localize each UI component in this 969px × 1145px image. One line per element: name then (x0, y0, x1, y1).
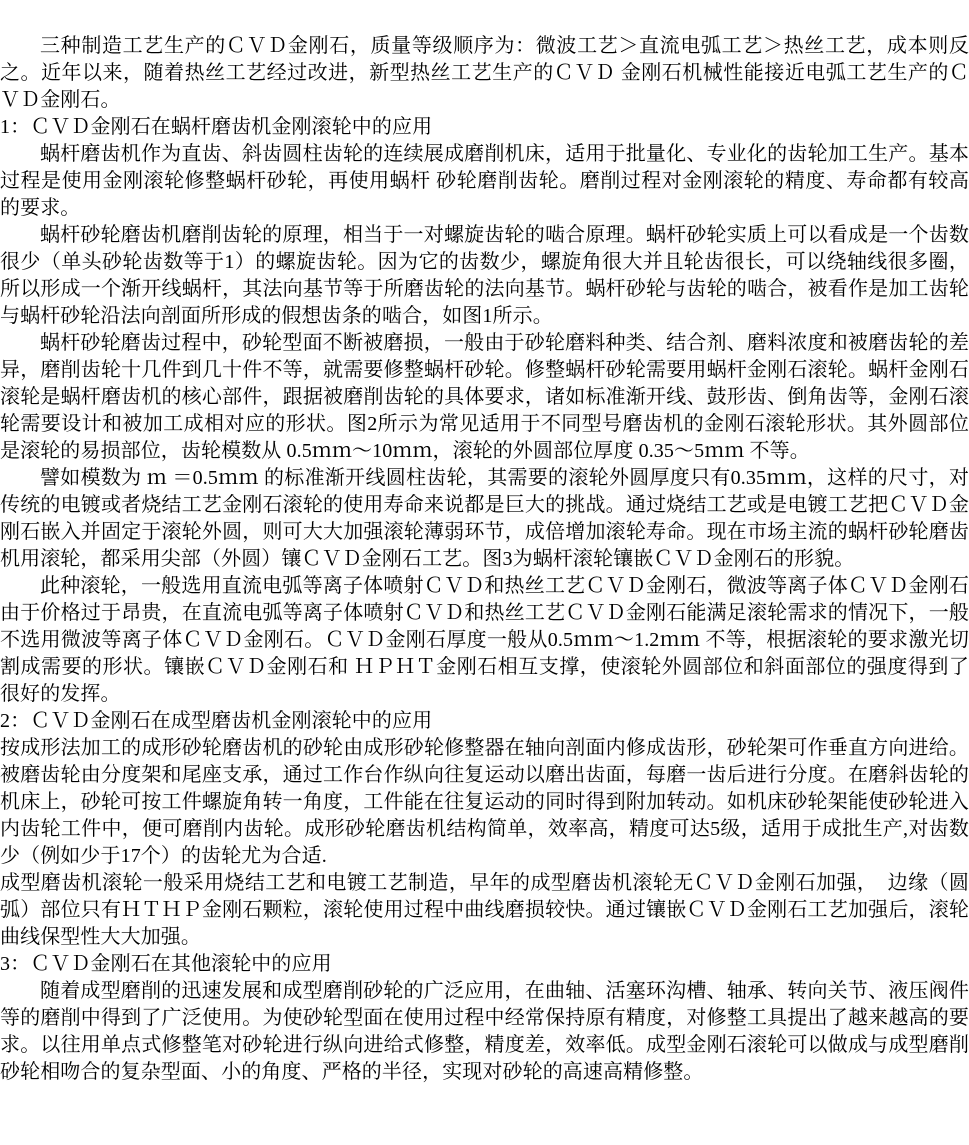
intro-paragraph: 三种制造工艺生产的ＣＶＤ金刚石，质量等级顺序为：微波工艺＞直流电弧工艺＞热丝工艺，成本则反之。近年以来，随着热丝工艺经过改进，新型热丝工艺生产的ＣＶＤ 金刚石机械性能接近电弧工艺生产的ＣＶＤ金刚石。 (0, 35, 969, 111)
section-1-paragraph-5: 此种滚轮，一般选用直流电弧等离子体喷射ＣＶＤ和热丝工艺ＣＶＤ金刚石，微波等离子体ＣＶＤ金刚石由于价格过于昂贵，在直流电弧等离子体喷射ＣＶＤ和热丝工艺ＣＶＤ金刚石能满足滚轮需求的情况下，一般不选用微波等离子体ＣＶＤ金刚石。ＣＶＤ金刚石厚度一般从0.5ｍｍ～1.2ｍｍ 不等，根据滚轮的要求激光切割成需要的形状。镶嵌ＣＶＤ金刚石和 ＨＰＨＴ金刚石相互支撑，使滚轮外圆部位和斜面部位的强度得到了很好的发挥。 (0, 575, 969, 705)
section-1-heading: 1：ＣＶＤ金刚石在蜗杆磨齿机金刚滚轮中的应用 (0, 116, 433, 138)
section-3-paragraph-1: 随着成型磨削的迅速发展和成型磨削砂轮的广泛应用，在曲轴、活塞环沟槽、轴承、转向关节、液压阀件等的磨削中得到了广泛使用。为使砂轮型面在使用过程中经常保持原有精度，对修整工具提出了越来越高的要求。以往用单点式修整笔对砂轮进行纵向进给式修整，精度差，效率低。成型金刚石滚轮可以做成与成型磨削砂轮相吻合的复杂型面、小的角度、严格的半径，实现对砂轮的高速高精修整。 (0, 980, 969, 1083)
section-2-paragraph-2: 成型磨齿机滚轮一般采用烧结工艺和电镀工艺制造，早年的成型磨齿机滚轮无ＣＶＤ金刚石加强， 边缘（圆弧）部位只有ＨＴＨＰ金刚石颗粒，滚轮使用过程中曲线磨损较快。通过镶嵌ＣＶＤ金刚石工艺加强后，滚轮曲线保型性大大加强。 (0, 872, 969, 948)
document-body-text (0, 33, 969, 1086)
section-1-paragraph-3: 蜗杆砂轮磨齿过程中，砂轮型面不断被磨损，一般由于砂轮磨料种类、结合剂、磨料浓度和被磨齿轮的差异，磨削齿轮十几件到几十件不等，就需要修整蜗杆砂轮。修整蜗杆砂轮需要用蜗杆金刚石滚轮。蜗杆金刚石滚轮是蜗杆磨齿机的核心部件，跟据被磨削齿轮的具体要求，诸如标准渐开线、鼓形齿、倒角齿等，金刚石滚轮需要设计和被加工成相对应的形状。图2所示为常见适用于不同型号磨齿机的金刚石滚轮形状。其外圆部位是滚轮的易损部位，齿轮模数从 0.5ｍｍ～10ｍｍ，滚轮的外圆部位厚度 0.35～5ｍｍ 不等。 (0, 332, 969, 462)
section-2-heading: 2：ＣＶＤ金刚石在成型磨齿机金刚滚轮中的应用 (0, 710, 433, 732)
section-3-heading: 3：ＣＶＤ金刚石在其他滚轮中的应用 (0, 953, 332, 975)
section-2-paragraph-1: 按成形法加工的成形砂轮磨齿机的砂轮由成形砂轮修整器在轴向剖面内修成齿形，砂轮架可作垂直方向进给。被磨齿轮由分度架和尾座支承，通过工作台作纵向往复运动以磨出齿面，每磨一齿后进行分度。在磨斜齿轮的机床上，砂轮可按工件螺旋角转一角度，工件能在往复运动的同时得到附加转动。如机床砂轮架能使砂轮进入内齿轮工件中，便可磨削内齿轮。成形砂轮磨齿机结构简单，效率高，精度可达5级，适用于成批生产,对齿数少（例如少于17个）的齿轮尤为合适. (0, 737, 969, 867)
section-1-paragraph-2: 蜗杆砂轮磨齿机磨削齿轮的原理，相当于一对螺旋齿轮的啮合原理。蜗杆砂轮实质上可以看成是一个齿数很少（单头砂轮齿数等于1）的螺旋齿轮。因为它的齿数少，螺旋角很大并且轮齿很长，可以绕轴线很多圈，所以形成一个渐开线蜗杆，其法向基节等于所磨齿轮的法向基节。蜗杆砂轮与齿轮的啮合，被看作是加工齿轮与蜗杆砂轮沿法向剖面所形成的假想齿条的啮合，如图1所示。 (0, 224, 969, 327)
section-1-paragraph-1: 蜗杆磨齿机作为直齿、斜齿圆柱齿轮的连续展成磨削机床，适用于批量化、专业化的齿轮加工生产。基本过程是使用金刚滚轮修整蜗杆砂轮，再使用蜗杆 砂轮磨削齿轮。磨削过程对金刚滚轮的精度、寿命都有较高的要求。 (0, 143, 969, 219)
section-1-paragraph-4: 譬如模数为 ｍ ＝0.5ｍｍ 的标准渐开线圆柱齿轮，其需要的滚轮外圆厚度只有0.35ｍｍ，这样的尺寸，对传统的电镀或者烧结工艺金刚石滚轮的使用寿命来说都是巨大的挑战。通过烧结工艺或是电镀工艺把ＣＶＤ金刚石嵌入并固定于滚轮外圆，则可大大加强滚轮薄弱环节，成倍增加滚轮寿命。现在市场主流的蜗杆砂轮磨齿机用滚轮，都采用尖部（外圆）镶ＣＶＤ金刚石工艺。图3为蜗杆滚轮镶嵌ＣＶＤ金刚石的形貌。 (0, 467, 969, 570)
